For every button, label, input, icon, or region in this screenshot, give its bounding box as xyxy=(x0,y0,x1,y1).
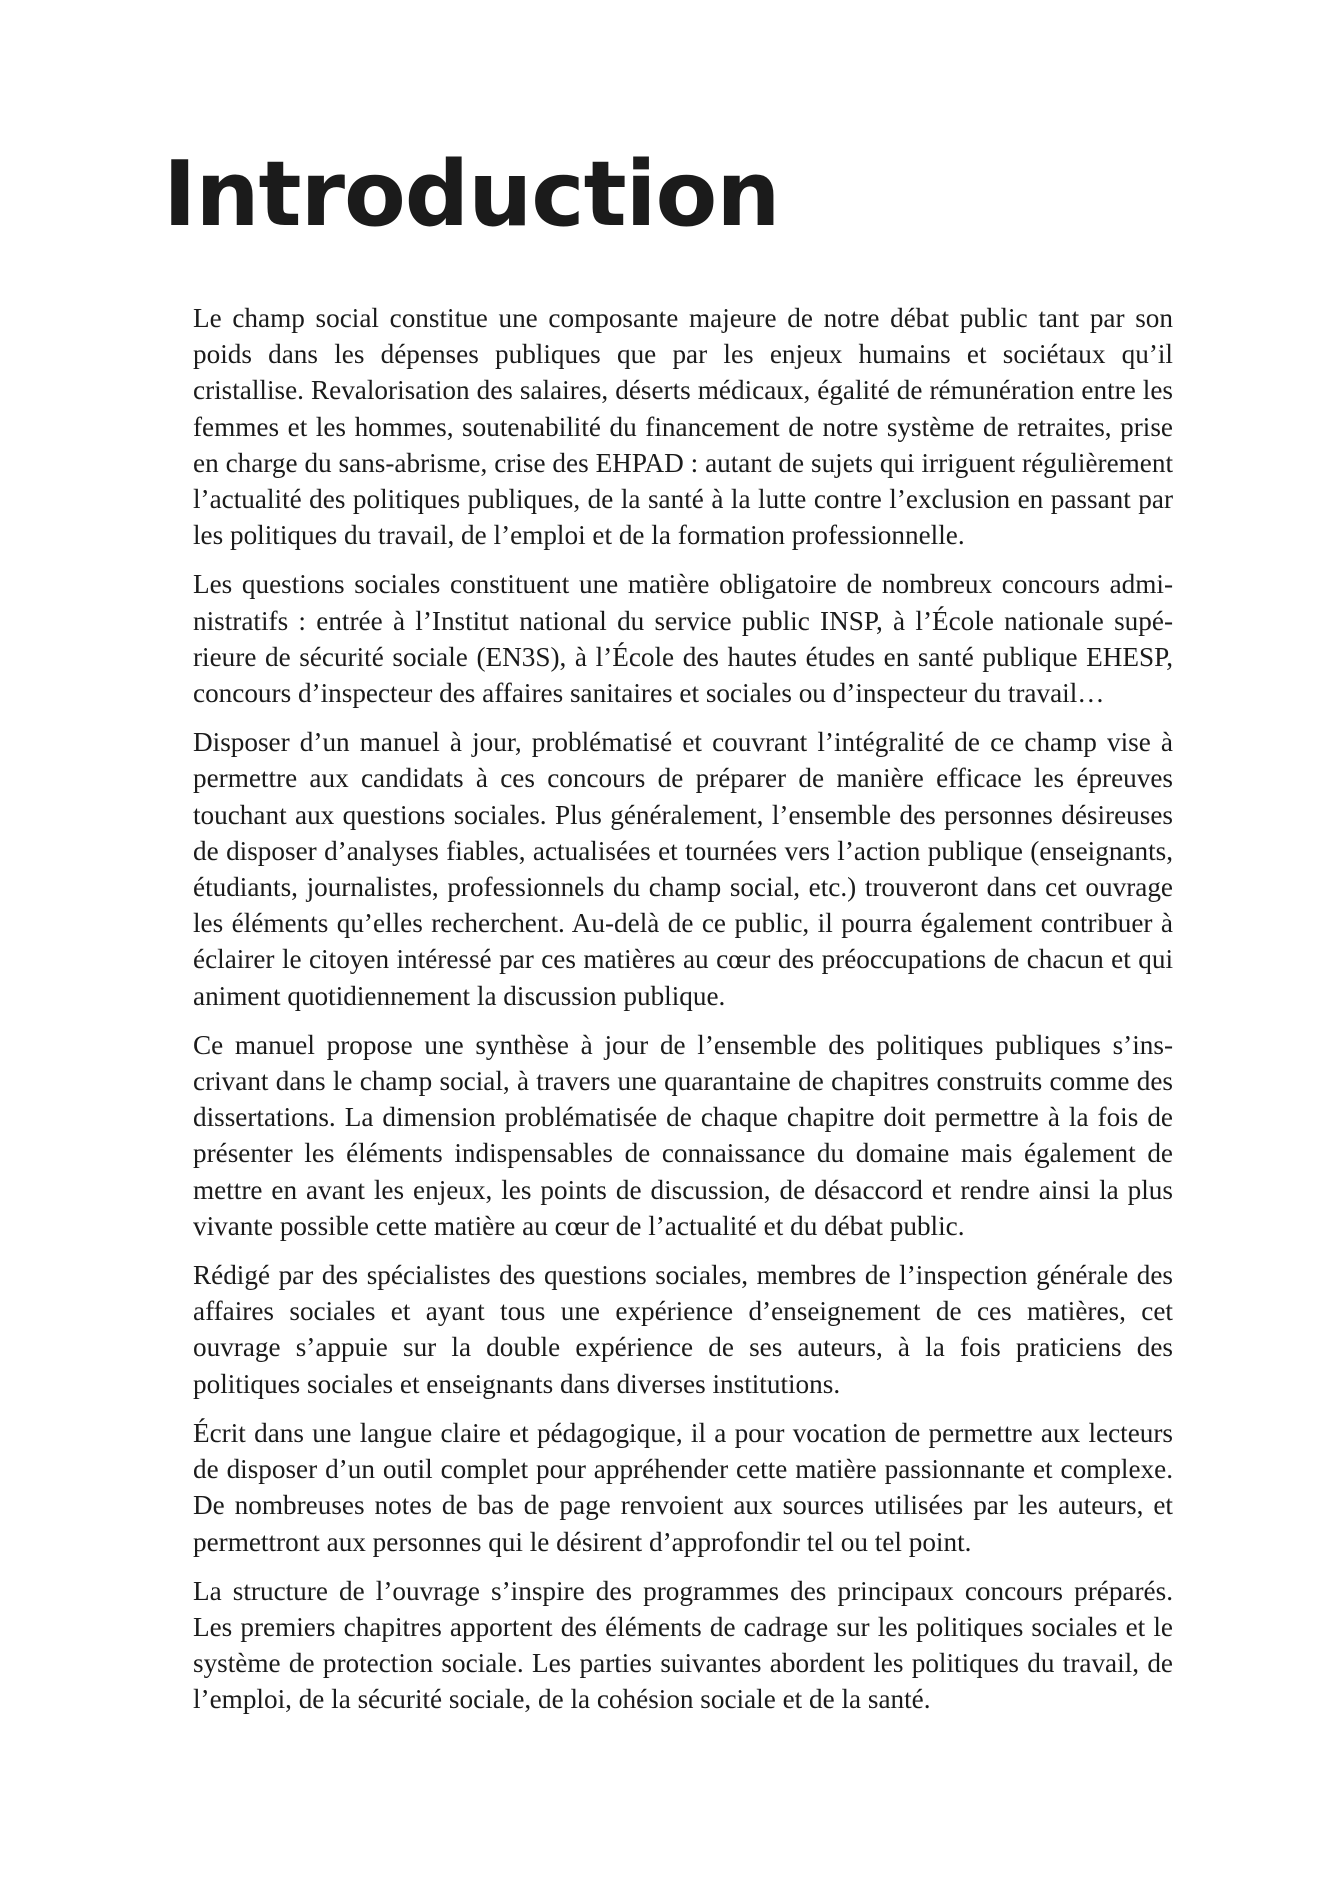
paragraph: Disposer d’un manuel à jour, problématisé et couvrant l’intégralité de ce champ vise à permettre aux candidats à ces concours de préparer de manière efficace les épreuves touchant aux questions sociales. Plus généralement, l’ensemble des personnes désireuses de disposer d’analyses fiables, actualisées et tournées vers l’action publique (enseignants, étudiants, journalistes, professionnels du champ social, etc.) trouveront dans cet ouvrage les éléments qu’elles recherchent. Au-delà de ce public, il pourra également contribuer à éclairer le citoyen intéressé par ces matières au cœur des préoccupations de chacun et qui animent quotidiennement la discussion publique. xyxy=(193,727,1173,1011)
paragraph: La structure de l’ouvrage s’inspire des programmes des principaux concours préparés. Les premiers chapitres apportent des éléments de cadrage sur les politiques sociales et le système de protection sociale. Les parties suivantes abordent les politiques du travail, de l’emploi, de la sécurité sociale, de la cohésion sociale et de la santé. xyxy=(193,1575,1173,1715)
paragraph: Les questions sociales constituent une matière obligatoire de nombreux concours administratifs : entrée à l’Institut national du service public INSP, à l’École nationale supérieure de sécurité sociale (EN3S), à l’École des hautes études en santé publique EHESP, concours d’inspecteur des affaires sanitaires et sociales ou d’inspecteur du travail… xyxy=(193,569,1173,709)
paragraph: Écrit dans une langue claire et pédagogique, il a pour vocation de permettre aux lecteurs de disposer d’un outil complet pour appréhender cette matière passionnante et complexe. De nombreuses notes de bas de page renvoient aux sources utilisées par les auteurs, et permettront aux personnes qui le désirent d’approfondir tel ou tel point. xyxy=(193,1417,1173,1557)
introduction-body xyxy=(193,300,1173,1731)
paragraph: Rédigé par des spécialistes des questions sociales, membres de l’inspection générale des affaires sociales et ayant tous une expérience d’enseignement de ces matières, cet ouvrage s’appuie sur la double expérience de ses auteurs, à la fois praticiens des politiques sociales et enseignants dans diverses institutions. xyxy=(193,1260,1173,1399)
paragraph: Le champ social constitue une composante majeure de notre débat public tant par son poids dans les dépenses publiques que par les enjeux humains et sociétaux qu’il cristallise. Revalorisation des salaires, déserts médicaux, égalité de rémunération entre les femmes et les hommes, soutenabilité du financement de notre système de retraites, prise en charge du sans-abrisme, crise des EHPAD : autant de sujets qui irriguent régulièrement l’actualité des politiques publiques, de la santé à la lutte contre l’exclusion en passant par les politiques du travail, de l’emploi et de la formation professionnelle. xyxy=(193,303,1173,551)
paragraph: Ce manuel propose une synthèse à jour de l’ensemble des politiques publiques s’inscrivant dans le champ social, à travers une quarantaine de chapitres construits comme des dissertations. La dimension problématisée de chaque chapitre doit permettre à la fois de présenter les éléments indispensables de connaissance du domaine mais également de mettre en avant les enjeux, les points de discussion, de désaccord et rendre ainsi la plus vivante possible cette matière au cœur de l’actualité et du débat public. xyxy=(193,1029,1173,1241)
page-title: Introduction xyxy=(163,142,780,247)
